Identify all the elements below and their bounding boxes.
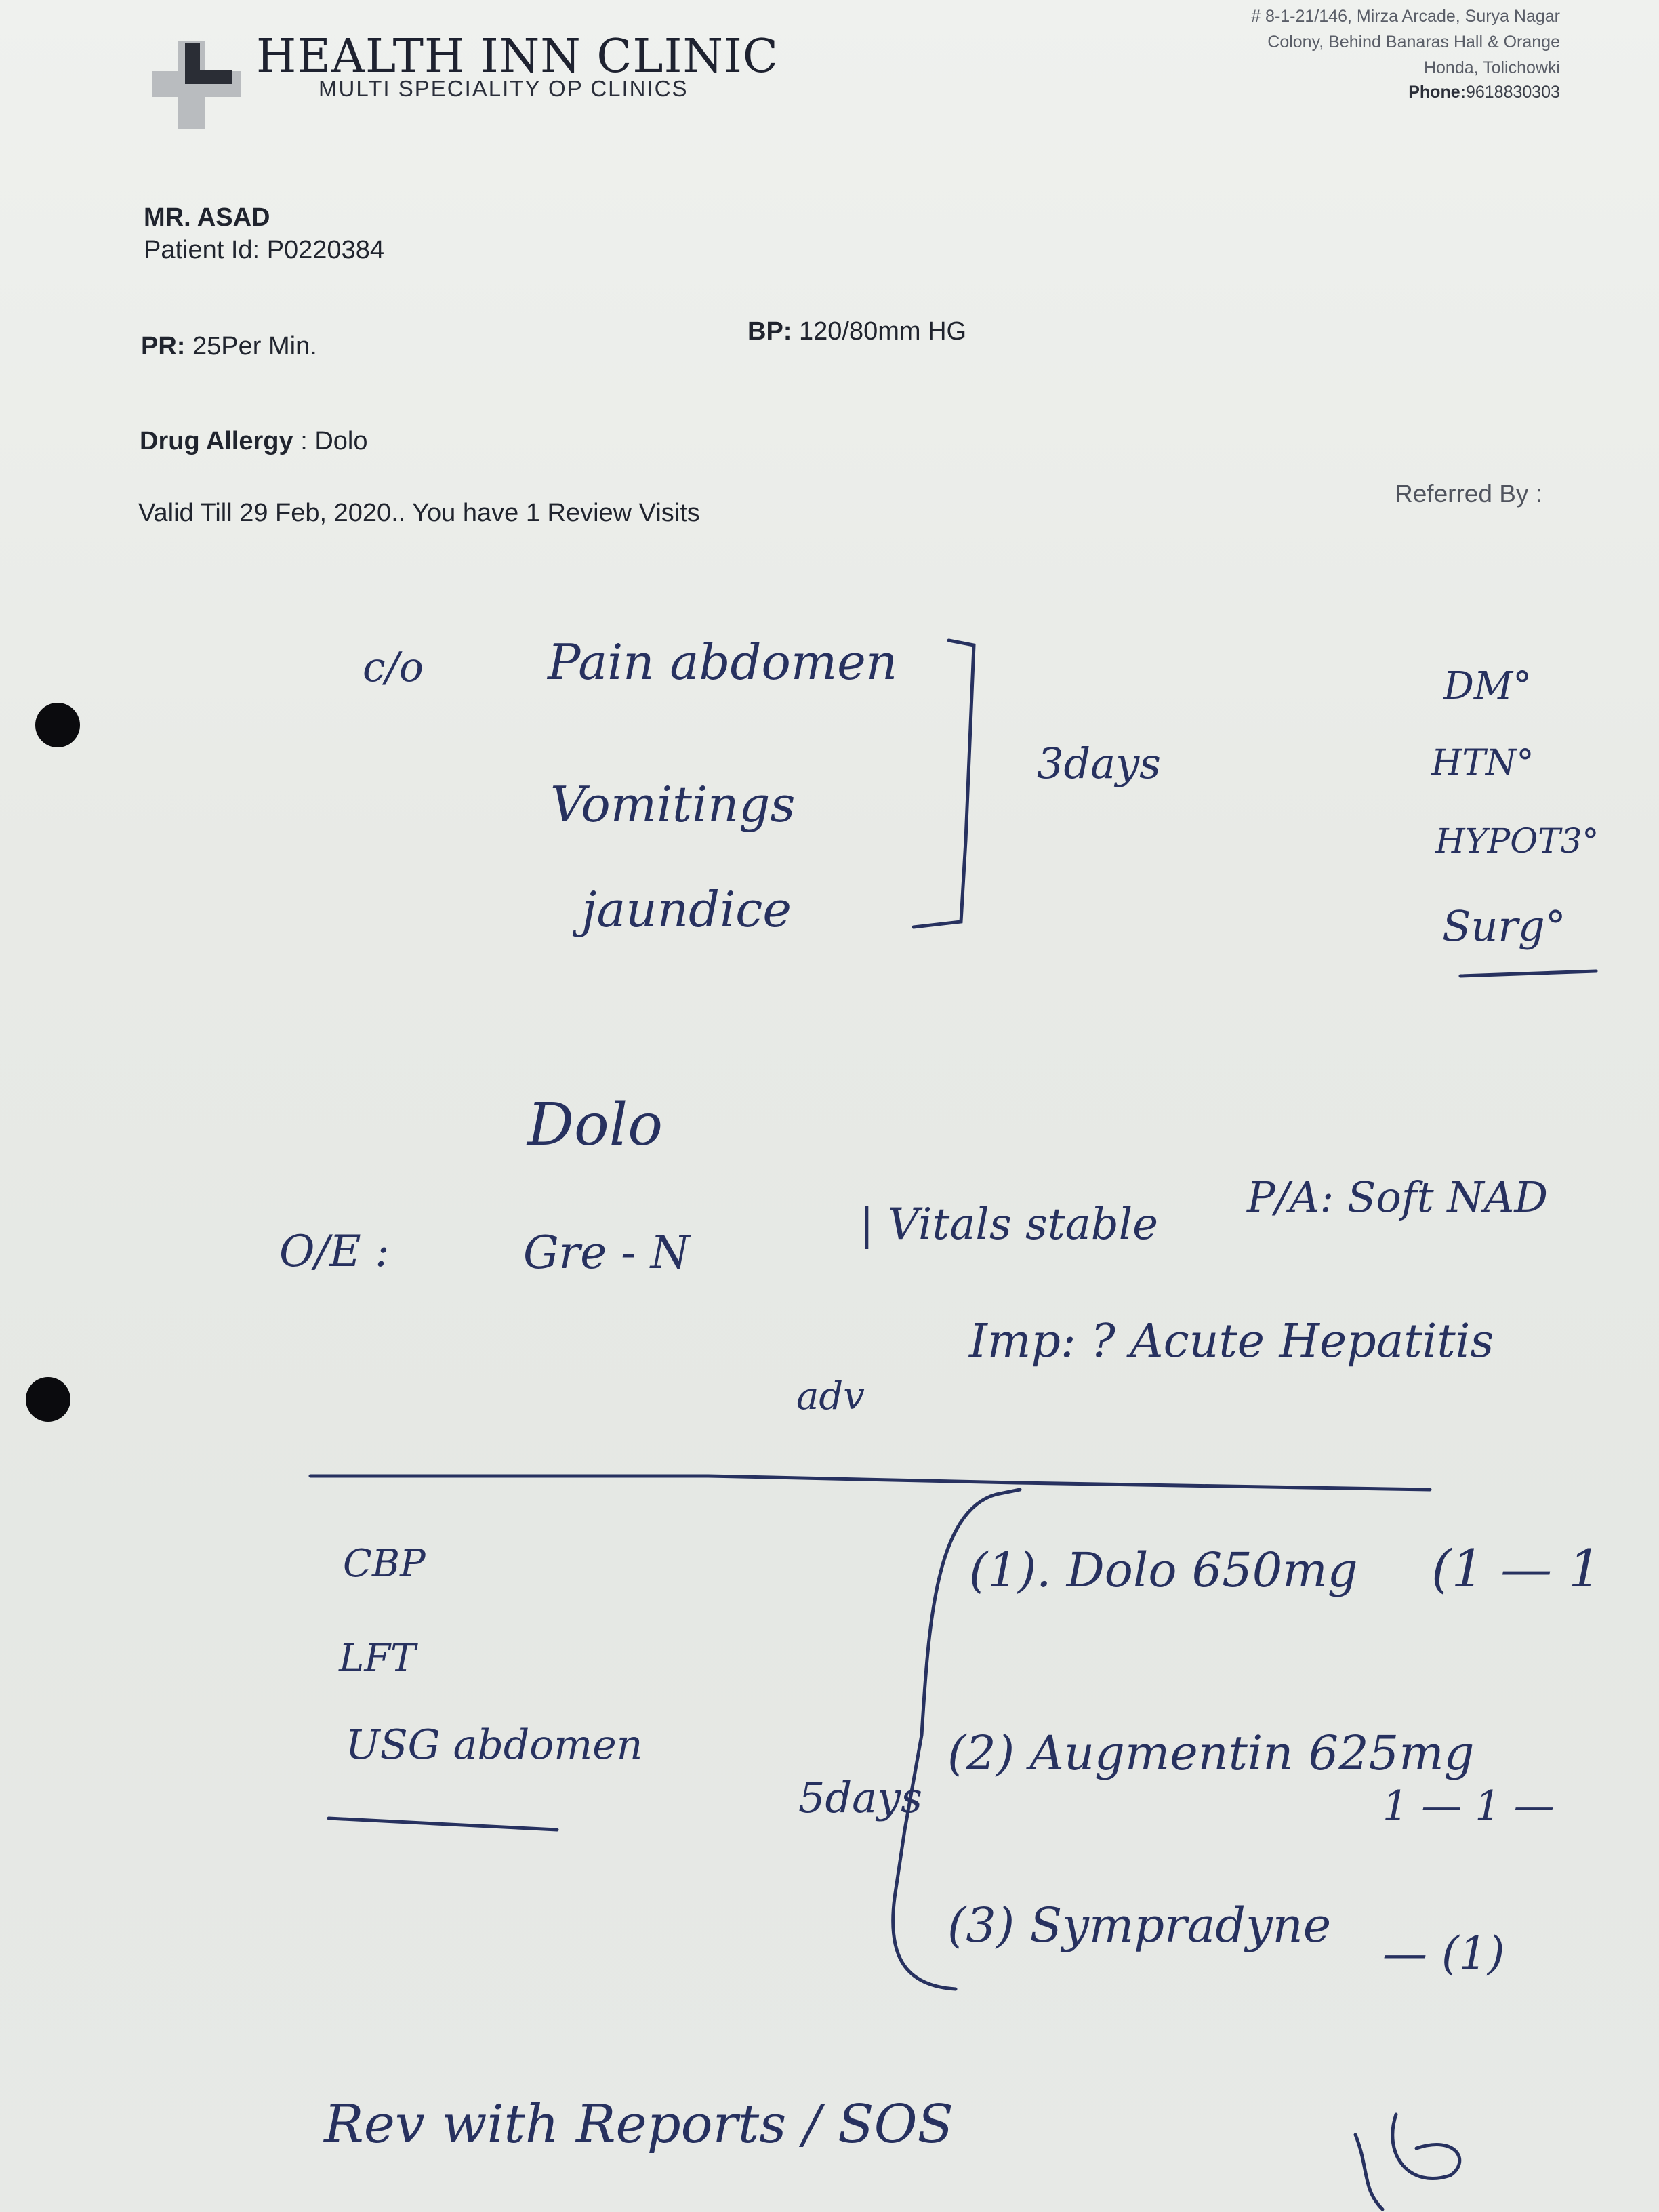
clinic-name: HEALTH INN CLINIC	[256, 30, 779, 83]
prescription-duration: 5days	[798, 1773, 922, 1822]
clinic-address-line2: Colony, Behind Banaras Hall & Orange	[1267, 33, 1560, 52]
clinic-address-line1: # 8-1-21/146, Mirza Arcade, Surya Nagar	[1251, 7, 1560, 26]
history-underline	[1460, 971, 1596, 976]
complaint-item: Pain abdomen	[548, 634, 898, 691]
investigation-item: USG abdomen	[346, 1721, 643, 1769]
investigation-item: LFT	[339, 1637, 416, 1681]
referred-by-label: Referred By :	[1395, 480, 1542, 508]
signature-stroke	[1355, 2135, 1382, 2209]
drug-allergy-value: : Dolo	[300, 427, 368, 455]
pulse-rate-value: 25Per Min.	[192, 332, 317, 361]
prescription-item	[947, 1725, 1474, 1781]
complaints-prefix: c/o	[363, 644, 424, 691]
prescription-number: (1).	[969, 1542, 1052, 1598]
patient-id-label: Patient Id:	[144, 236, 260, 264]
complaints-bracket	[914, 640, 974, 927]
general-exam: Gre - N	[523, 1227, 690, 1279]
signature-stroke	[1393, 2114, 1460, 2178]
phone-label: Phone:	[1408, 83, 1466, 102]
abdomen-exam: P/A: Soft NAD	[1247, 1172, 1549, 1222]
investigation-item: CBP	[343, 1542, 426, 1586]
complaint-duration: 3days	[1037, 739, 1161, 788]
clinic-address-line3: Honda, Tolichowki	[1423, 58, 1560, 77]
complaint-item: jaundice	[581, 881, 792, 938]
prescription-dose: 1 — 1 —	[1382, 1782, 1555, 1830]
patient-name: MR. ASAD	[144, 203, 270, 232]
pulse-rate-label: PR:	[141, 332, 186, 361]
blood-pressure-label: BP:	[747, 317, 792, 346]
prescription-item	[947, 1898, 1331, 1953]
drug-allergy-label: Drug Allergy	[140, 427, 293, 455]
history-item: DM°	[1443, 664, 1532, 708]
review-instruction: Rev with Reports / SOS	[324, 2094, 954, 2155]
allergy-note: Dolo	[527, 1091, 663, 1159]
prescription-number: (2)	[947, 1725, 1015, 1781]
complaint-item: Vomitings	[550, 776, 796, 833]
vitals-note: | Vitals stable	[859, 1200, 1159, 1250]
advice-divider-line	[310, 1476, 1430, 1490]
prescription-drug: Sympradyne	[1029, 1898, 1332, 1953]
prescription-number: (3)	[947, 1898, 1015, 1953]
prescription-drug: Augmentin 625mg	[1029, 1725, 1475, 1781]
blood-pressure-value: 120/80mm HG	[799, 317, 967, 346]
prescription-drug: Dolo 650mg	[1066, 1542, 1358, 1598]
advice-label: adv	[796, 1374, 865, 1418]
examination-label: O/E :	[279, 1227, 390, 1277]
clinic-tagline: MULTI SPECIALITY OP CLINICS	[319, 76, 689, 101]
history-item: HTN°	[1431, 743, 1534, 783]
patient-id-value: P0220384	[266, 236, 384, 264]
prescription-dose: — (1)	[1382, 1927, 1505, 1980]
prescription-dose: (1 — 1	[1431, 1538, 1601, 1599]
validity-note: Valid Till 29 Feb, 2020.. You have 1 Review Visits	[138, 499, 700, 527]
prescription-item	[969, 1542, 1358, 1598]
phone-number: 9618830303	[1465, 83, 1560, 102]
history-item: HYPOT3°	[1435, 821, 1599, 861]
history-item: Surg°	[1442, 901, 1566, 951]
investigations-underline	[329, 1818, 557, 1830]
impression: Imp: ? Acute Hepatitis	[969, 1315, 1494, 1368]
